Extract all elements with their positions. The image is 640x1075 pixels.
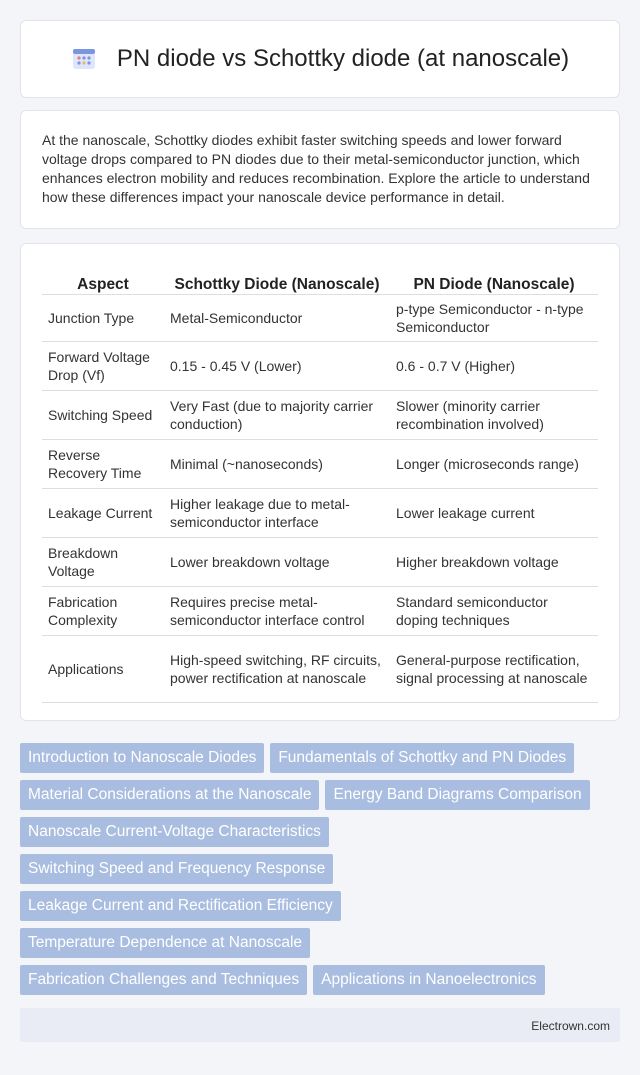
cell-pn: Standard semiconductor doping techniques [390, 586, 598, 635]
cell-schottky: Very Fast (due to majority carrier conduction) [164, 390, 390, 439]
table-header-row [42, 264, 598, 294]
cell-aspect: Switching Speed [42, 390, 164, 439]
cell-aspect: Applications [42, 635, 164, 702]
cell-schottky: 0.15 - 0.45 V (Lower) [164, 341, 390, 390]
comparison-table [42, 264, 598, 703]
cell-aspect: Reverse Recovery Time [42, 439, 164, 488]
comparison-card [20, 243, 620, 721]
cell-aspect: Fabrication Complexity [42, 586, 164, 635]
footer-site[interactable]: Electrown.com [531, 1019, 610, 1033]
header-schottky: Schottky Diode (Nanoscale) [174, 275, 380, 293]
cell-schottky: High-speed switching, RF circuits, power rectification at nanoscale [164, 635, 390, 702]
cell-pn: Lower leakage current [390, 488, 598, 537]
header-pn: PN Diode (Nanoscale) [413, 275, 575, 293]
table-row [42, 390, 598, 439]
intro-text: At the nanoscale, Schottky diodes exhibit faster switching speeds and lower forward voltage drops compared to PN diodes due to their metal-semiconductor junction, which enhances electron mobility and reduces recombination. Explore the article to understand how these differences impact your nanoscale device performance in detail. [42, 132, 590, 205]
table-row [42, 488, 598, 537]
title-card [20, 20, 620, 98]
topic-tag[interactable]: Temperature Dependence at Nanoscale [20, 928, 310, 958]
topic-tag[interactable]: Leakage Current and Rectification Efficiency [20, 891, 341, 921]
topic-tag[interactable]: Applications in Nanoelectronics [313, 965, 544, 995]
topic-tag[interactable]: Material Considerations at the Nanoscale [20, 780, 319, 810]
cell-pn: Longer (microseconds range) [390, 439, 598, 488]
header-aspect: Aspect [77, 275, 129, 293]
grid-logo-icon [71, 46, 97, 72]
cell-schottky: Minimal (~nanoseconds) [164, 439, 390, 488]
table-row [42, 635, 598, 702]
cell-pn: Higher breakdown voltage [390, 537, 598, 586]
table-row [42, 439, 598, 488]
topic-tag[interactable]: Fundamentals of Schottky and PN Diodes [270, 743, 574, 773]
intro-card [20, 110, 620, 229]
cell-pn: 0.6 - 0.7 V (Higher) [390, 341, 598, 390]
cell-aspect: Leakage Current [42, 488, 164, 537]
page-title: PN diode vs Schottky diode (at nanoscale) [116, 45, 570, 72]
cell-aspect: Forward Voltage Drop (Vf) [42, 341, 164, 390]
footer [20, 1008, 620, 1042]
table-row [42, 586, 598, 635]
cell-pn: General-purpose rectification, signal processing at nanoscale [390, 635, 598, 702]
cell-pn: Slower (minority carrier recombination involved) [390, 390, 598, 439]
topic-tag[interactable]: Energy Band Diagrams Comparison [325, 780, 589, 810]
cell-schottky: Metal-Semiconductor [164, 294, 390, 341]
cell-schottky: Higher leakage due to metal-semiconductor interface [164, 488, 390, 537]
cell-pn: p-type Semiconductor - n-type Semiconductor [390, 294, 598, 341]
cell-aspect: Junction Type [42, 294, 164, 341]
cell-aspect: Breakdown Voltage [42, 537, 164, 586]
table-row [42, 294, 598, 341]
topic-tags [20, 743, 620, 1002]
topic-tag[interactable]: Switching Speed and Frequency Response [20, 854, 333, 884]
topic-tag[interactable]: Fabrication Challenges and Techniques [20, 965, 307, 995]
topic-tag[interactable]: Introduction to Nanoscale Diodes [20, 743, 264, 773]
table-row [42, 537, 598, 586]
cell-schottky: Lower breakdown voltage [164, 537, 390, 586]
cell-schottky: Requires precise metal-semiconductor interface control [164, 586, 390, 635]
topic-tag[interactable]: Nanoscale Current-Voltage Characteristics [20, 817, 329, 847]
table-row [42, 341, 598, 390]
